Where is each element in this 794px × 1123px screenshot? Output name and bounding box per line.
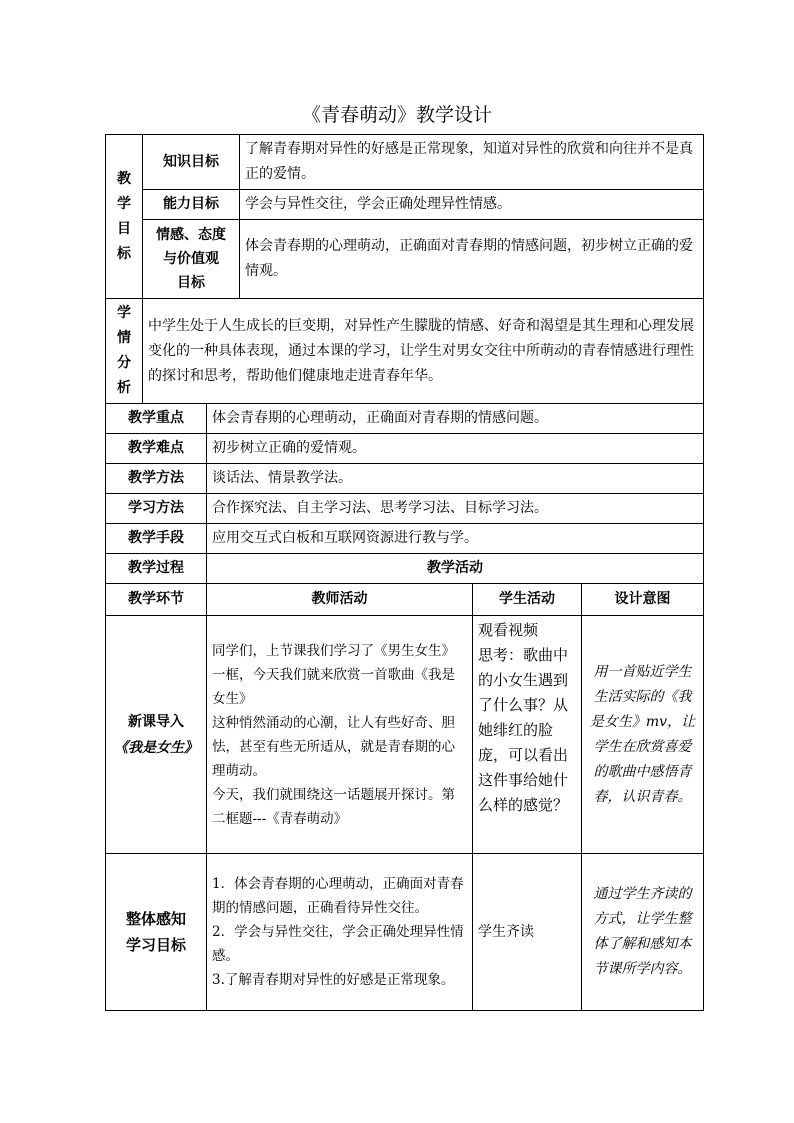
lesson-plan-table (105, 134, 704, 1011)
process-label: 教学过程 (106, 554, 207, 584)
learning-methods-text: 合作探究法、自主学习法、思考学习法、目标学习法。 (207, 494, 704, 524)
step-intro-teacher: 同学们，上节课我们学习了《男生女生》一框，今天我们就来欣赏一首歌曲《我是女生》 这种悄然涌动的心潮，让人有些好奇、胆怯，甚至有些无所适从，就是青春期的心理萌动。 今天，我们就围绕这一话题展开探讨。第二框题---《青春萌动》 (207, 616, 473, 854)
step-objectives-student: 学生齐读 (473, 854, 582, 1011)
page-title: 《青春萌动》教学设计 (301, 104, 492, 126)
process-header-row (106, 554, 704, 584)
columns-header-row (106, 584, 704, 616)
emotion-objective-text: 体会青春期的心理萌动，正确面对青春期的情感问题，初步树立正确的爱情观。 (240, 220, 704, 299)
step-objectives-name: 整体感知 学习目标 (106, 854, 207, 1011)
learning-methods-label: 学习方法 (106, 494, 207, 524)
step-row-objectives (106, 854, 704, 1011)
teaching-methods-label: 教学方法 (106, 464, 207, 494)
step-intro-name: 新课导入 《我是女生》 (106, 616, 207, 854)
key-points-text: 体会青春期的心理萌动，正确面对青春期的情感问题。 (207, 404, 704, 434)
row-teaching-means (106, 524, 704, 554)
column-student: 学生活动 (473, 584, 582, 616)
difficulties-text: 初步树立正确的爱情观。 (207, 434, 704, 464)
teaching-methods-text: 谈话法、情景教学法。 (207, 464, 704, 494)
activity-label: 教学活动 (207, 554, 704, 584)
row-key-points (106, 404, 704, 434)
row-learning-methods (106, 494, 704, 524)
ability-objective-label: 能力目标 (143, 190, 240, 220)
knowledge-objective-label: 知识目标 (143, 135, 240, 190)
teaching-means-text: 应用交互式白板和互联网资源进行教与学。 (207, 524, 704, 554)
column-intent: 设计意图 (582, 584, 704, 616)
objective-row-ability (106, 190, 704, 220)
analysis-row (106, 299, 704, 404)
column-teacher: 教师活动 (207, 584, 473, 616)
analysis-label: 学 情 分 析 (106, 299, 143, 404)
step-row-intro (106, 616, 704, 854)
step-objectives-intent: 通过学生齐读的方式，让学生整体了解和感知本节课所学内容。 (582, 854, 704, 1011)
knowledge-objective-text: 了解青春期对异性的好感是正常现象，知道对异性的欣赏和向往并不是真正的爱情。 (240, 135, 704, 190)
step-intro-student: 观看视频 思考：歌曲中的小女生遇到了什么事？从她绯红的脸庞，可以看出这件事给她什么样的感觉？ (473, 616, 582, 854)
difficulties-label: 教学难点 (106, 434, 207, 464)
step-intro-intent: 用一首贴近学生生活实际的《我是女生》mv，让学生在欣赏喜爱的歌曲中感悟青春，认识青春。 (582, 616, 704, 854)
row-teaching-methods (106, 464, 704, 494)
emotion-objective-label: 情感、态度 与价值观 目标 (143, 220, 240, 299)
column-step: 教学环节 (106, 584, 207, 616)
objective-row-knowledge (106, 135, 704, 190)
key-points-label: 教学重点 (106, 404, 207, 434)
objectives-group-label: 教 学 目 标 (106, 135, 143, 299)
objective-row-emotion (106, 220, 704, 299)
teaching-means-label: 教学手段 (106, 524, 207, 554)
ability-objective-text: 学会与异性交往，学会正确处理异性情感。 (240, 190, 704, 220)
analysis-text: 中学生处于人生成长的巨变期，对异性产生朦胧的情感、好奇和渴望是其生理和心理发展变化的一种具体表现，通过本课的学习，让学生对男女交往中所萌动的青春情感进行理性的探讨和思考，帮助他们健康地走进青春年华。 (143, 299, 704, 404)
step-objectives-teacher: 1．体会青春期的心理萌动，正确面对青春期的情感问题，正确看待异性交往。 2．学会与异性交往，学会正确处理异性情感。 3.了解青春期对异性的好感是正常现象。 (207, 854, 473, 1011)
row-difficulties (106, 434, 704, 464)
